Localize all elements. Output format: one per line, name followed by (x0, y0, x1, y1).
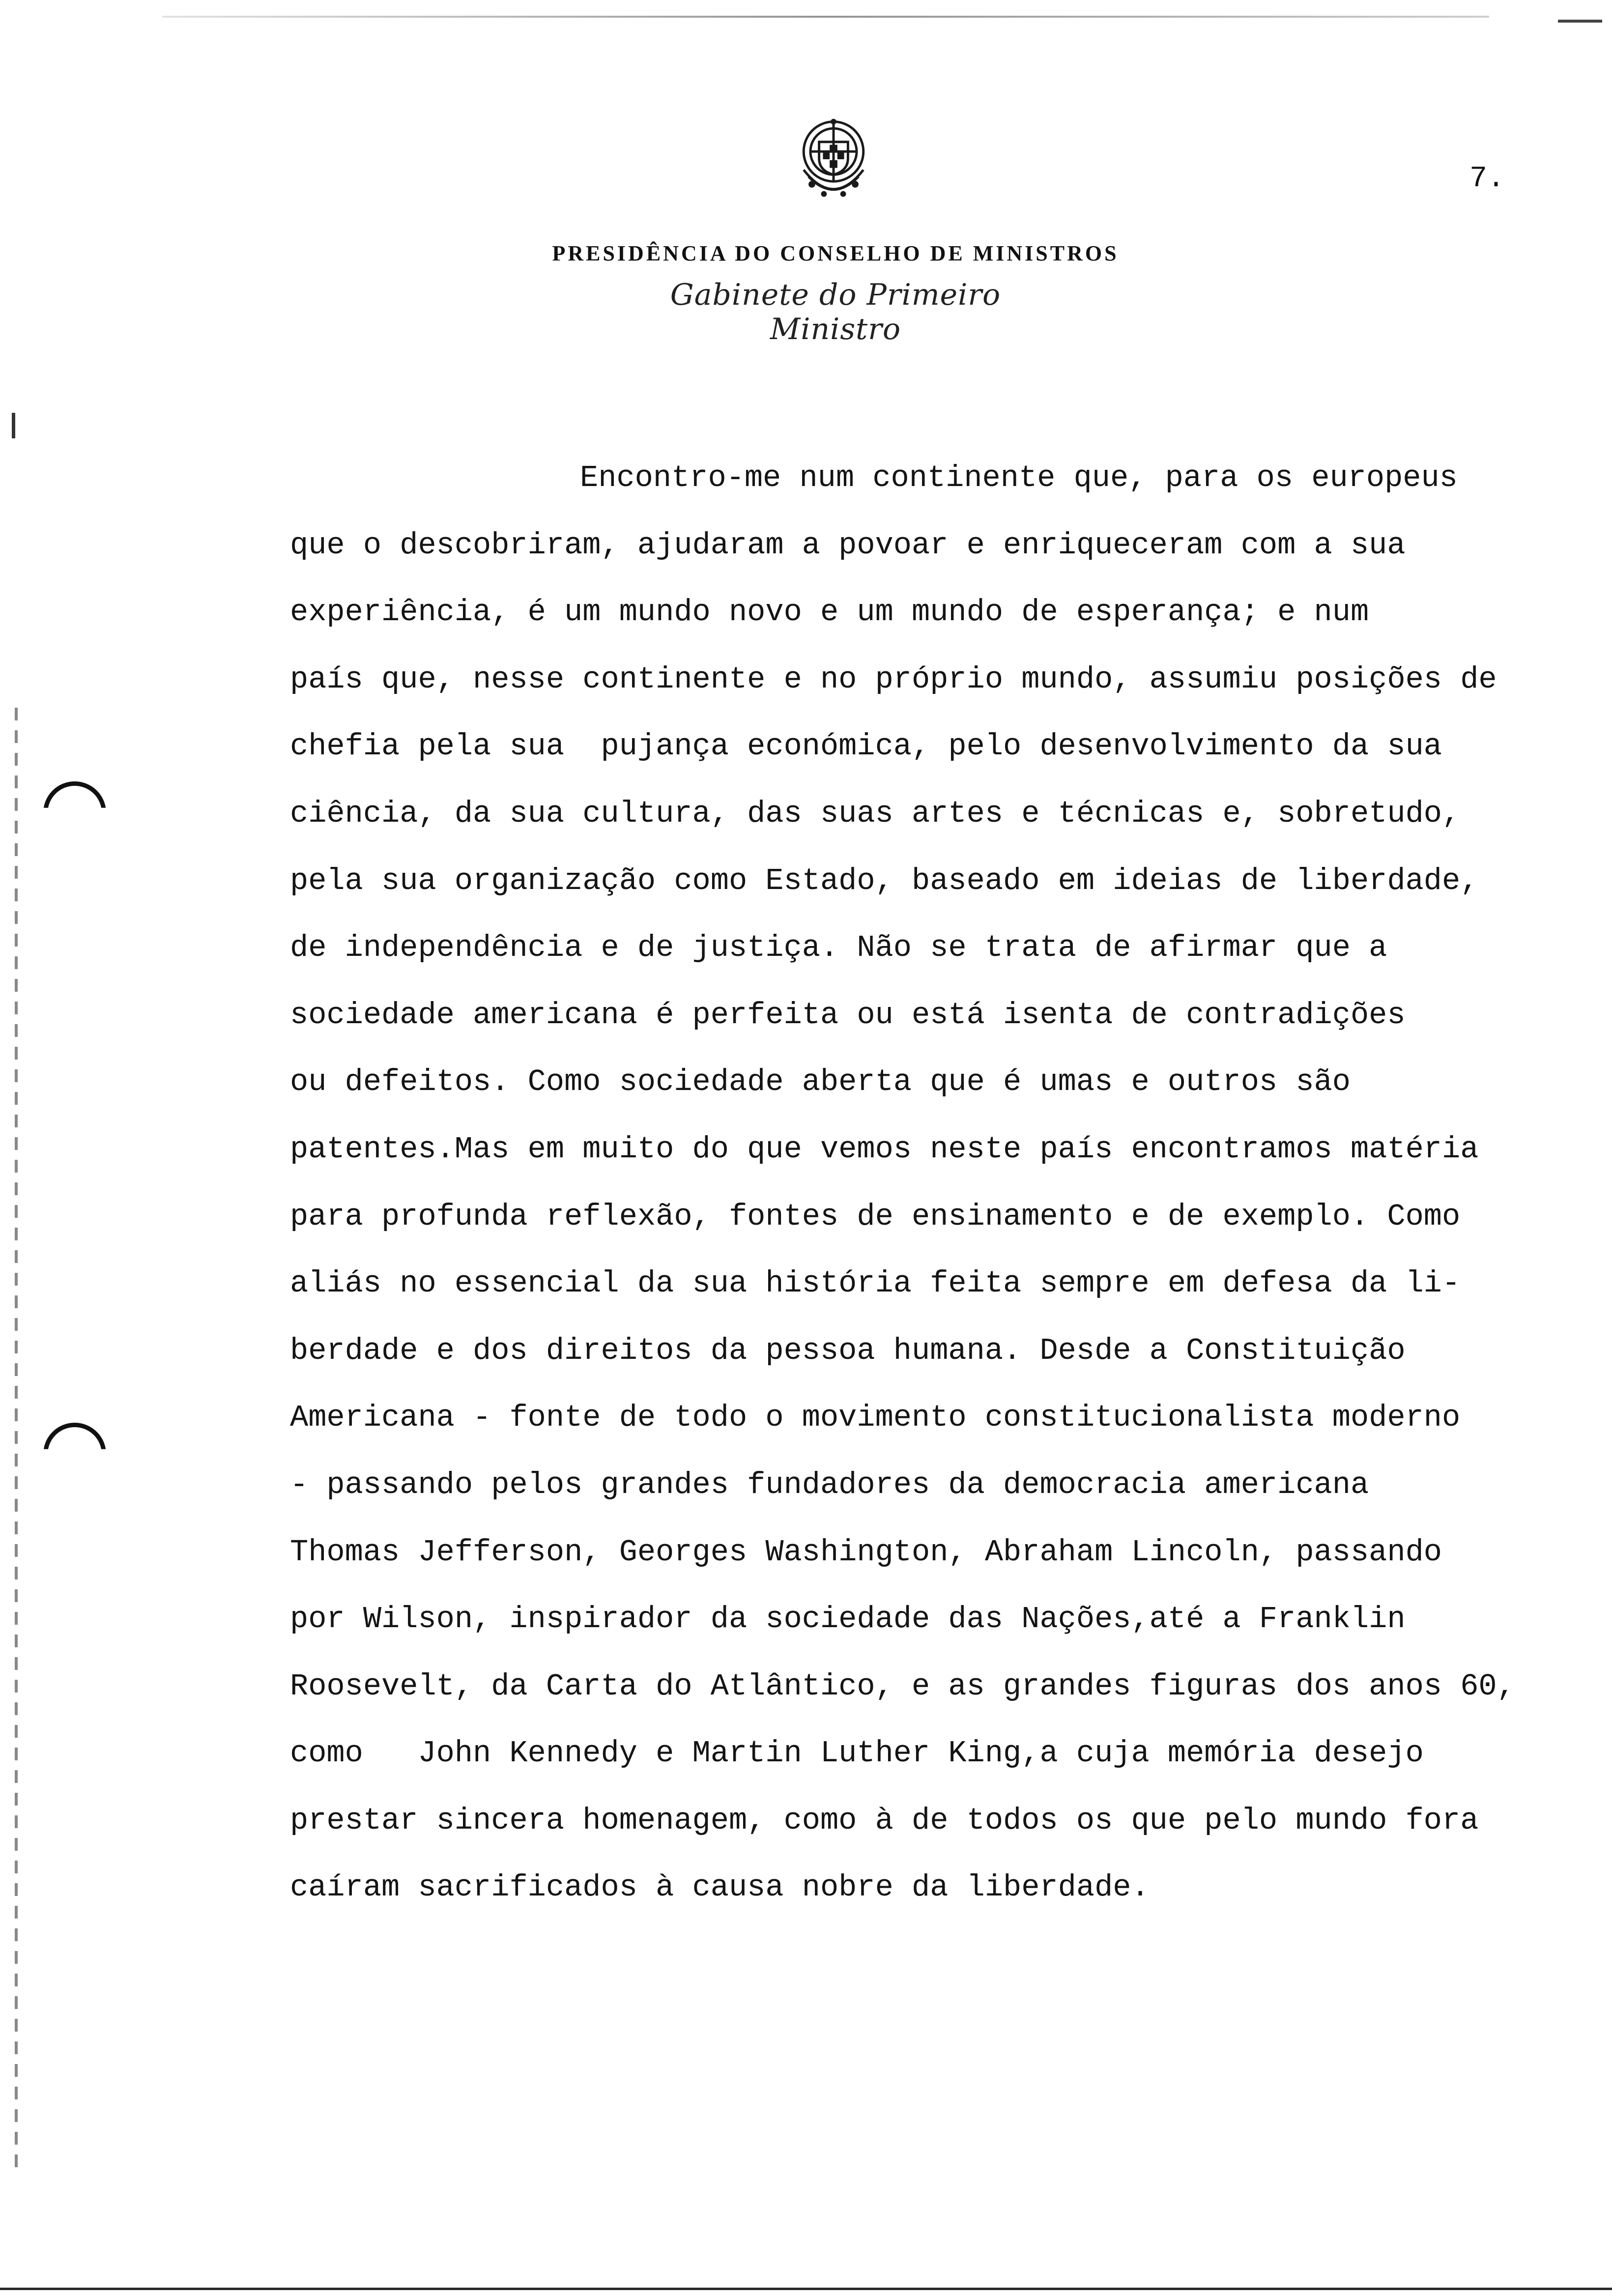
text-line: de independência e de justiça. Não se trata de afirmar que a (290, 930, 1387, 966)
page-number: 7. (1469, 162, 1505, 196)
text-line: pela sua organização como Estado, baseado em ideias de liberdade, (290, 863, 1479, 898)
coat-of-arms-emblem (785, 112, 882, 208)
text-line: Thomas Jefferson, Georges Washington, Abraham Lincoln, passando (290, 1534, 1442, 1570)
text-line: que o descobriram, ajudaram a povoar e enriqueceram com a sua (290, 527, 1406, 563)
text-line: Roosevelt, da Carta do Atlântico, e as grandes figuras dos anos 60, (290, 1668, 1515, 1704)
text-line: país que, nesse continente e no próprio mundo, assumiu posições de (290, 661, 1497, 697)
scan-artifact-top-line (162, 16, 1489, 18)
text-line: Americana - fonte de todo o movimento constitucionalista moderno (290, 1400, 1461, 1435)
scan-artifact-left-edge (15, 708, 18, 2172)
text-line: - passando pelos grandes fundadores da democracia americana (290, 1467, 1369, 1502)
punch-hole-mark (43, 781, 106, 844)
text-line: para profunda reflexão, fontes de ensinamento e de exemplo. Como (290, 1199, 1461, 1234)
text-line: aliás no essencial da sua história feita sempre em defesa da li- (290, 1266, 1461, 1301)
text-line: caíram sacrificados à causa nobre da liberdade. (290, 1870, 1150, 1905)
scan-artifact-top-right-mark (1558, 20, 1602, 23)
organization-heading: PRESIDÊNCIA DO CONSELHO DE MINISTROS (552, 241, 1119, 265)
punch-hole-mark (43, 1423, 106, 1486)
text-line: como John Kennedy e Martin Luther King,a cuja memória desejo (290, 1736, 1424, 1771)
text-line: Encontro-me num continente que, para os europeus (580, 460, 1458, 495)
scan-artifact-left-tick (12, 413, 15, 438)
office-subheading: Gabinete do Primeiro Ministro (670, 278, 1001, 346)
text-line: chefia pela sua pujança económica, pelo desenvolvimento da sua (290, 729, 1442, 764)
text-line: patentes.Mas em muito do que vemos neste país encontramos matéria (290, 1131, 1479, 1167)
text-line: ou defeitos. Como sociedade aberta que é umas e outros são (290, 1064, 1351, 1100)
scan-artifact-bottom-line (0, 2288, 1612, 2290)
text-line: ciência, da sua cultura, das suas artes e técnicas e, sobretudo, (290, 796, 1461, 831)
text-line: prestar sincera homenagem, como à de todos os que pelo mundo fora (290, 1803, 1479, 1838)
body-text (290, 445, 1592, 1922)
text-line: por Wilson, inspirador da sociedade das Nações,até a Franklin (290, 1602, 1406, 1637)
text-line: experiência, é um mundo novo e um mundo de esperança; e num (290, 595, 1369, 630)
text-line: berdade e dos direitos da pessoa humana. Desde a Constituição (290, 1333, 1406, 1368)
text-line: sociedade americana é perfeita ou está isenta de contradições (290, 997, 1406, 1033)
